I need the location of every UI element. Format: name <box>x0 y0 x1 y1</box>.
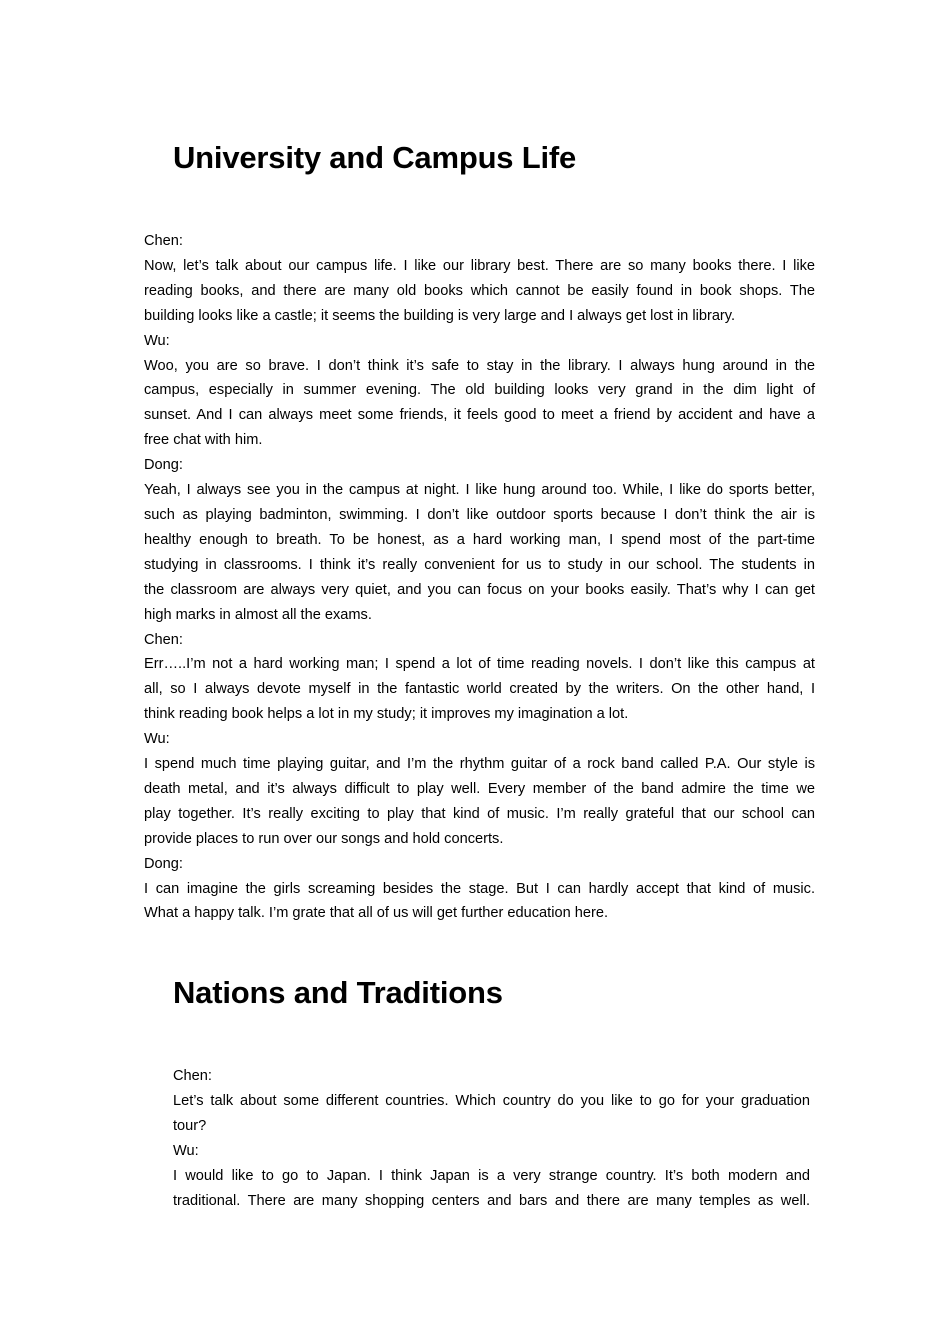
dialogue-line: sunset. And I can always meet some friends, it feels good to meet a friend by accident and have a <box>144 407 815 424</box>
dialogue-line: healthy enough to breath. To be honest, as a hard working man, I spend most of the part-time <box>144 531 815 548</box>
dialogue-campus-life <box>144 229 815 926</box>
dialogue-line: such as playing badminton, swimming. I don’t like outdoor sports because I don’t think the air is <box>144 506 815 523</box>
dialogue-line: tour? <box>173 1117 207 1134</box>
dialogue-line: Let’s talk about some different countries. Which country do you like to go for your graduation <box>173 1092 810 1109</box>
dialogue-line: campus, especially in summer evening. The old building looks very grand in the dim light of <box>144 382 815 399</box>
dialogue-line: Now, let’s talk about our campus life. I like our library best. There are so many books there. I like <box>144 257 815 274</box>
dialogue-line: Err…..I’m not a hard working man; I spend a lot of time reading novels. I don’t like this campus at <box>144 656 815 673</box>
speaker-label: Wu: <box>173 1142 199 1159</box>
dialogue-line: think reading book helps a lot in my study; it improves my imagination a lot. <box>144 706 629 723</box>
dialogue-line: Yeah, I always see you in the campus at night. I like hung around too. While, I like do sports better, <box>144 482 815 499</box>
section-heading-campus-life: University and Campus Life <box>173 140 577 175</box>
dialogue-nations-traditions <box>173 1064 810 1213</box>
dialogue-line: play together. It’s really exciting to play that kind of music. I’m really grateful that our school can <box>144 805 815 822</box>
dialogue-line: the classroom are always very quiet, and you can focus on your books easily. That’s why I can get <box>144 581 815 598</box>
speaker-label: Dong: <box>144 855 183 872</box>
dialogue-line: studying in classrooms. I think it’s really convenient for us to study in our school. The students in <box>144 556 815 573</box>
section-heading-nations-traditions: Nations and Traditions <box>173 975 503 1010</box>
speaker-label: Wu: <box>144 332 170 349</box>
dialogue-line: reading books, and there are many old books which cannot be easily found in book shops. The <box>144 282 815 299</box>
speaker-label: Chen: <box>144 631 183 648</box>
dialogue-line: I can imagine the girls screaming besides the stage. But I can hardly accept that kind of music. <box>144 880 815 897</box>
speaker-label: Dong: <box>144 457 183 474</box>
dialogue-line: I spend much time playing guitar, and I’m the rhythm guitar of a rock band called P.A. Our style is <box>144 756 815 773</box>
dialogue-line: high marks in almost all the exams. <box>144 606 372 623</box>
dialogue-line: free chat with him. <box>144 432 263 449</box>
dialogue-line: traditional. There are many shopping centers and bars and there are many temples as well. <box>173 1192 810 1209</box>
dialogue-line: provide places to run over our songs and hold concerts. <box>144 830 504 847</box>
dialogue-line: I would like to go to Japan. I think Japan is a very strange country. It’s both modern and <box>173 1167 810 1184</box>
speaker-label: Wu: <box>144 731 170 748</box>
dialogue-line: building looks like a castle; it seems the building is very large and I always get lost in library. <box>144 307 736 324</box>
speaker-label: Chen: <box>144 233 183 249</box>
speaker-label: Chen: <box>173 1068 212 1084</box>
dialogue-line: death metal, and it’s always difficult to play well. Every member of the band admire the time we <box>144 780 815 797</box>
dialogue-line: Woo, you are so brave. I don’t think it’s safe to stay in the library. I always hung around in the <box>144 357 815 374</box>
dialogue-line: all, so I always devote myself in the fantastic world created by the writers. On the other hand, I <box>144 681 815 698</box>
dialogue-line: What a happy talk. I’m grate that all of us will get further education here. <box>144 905 608 922</box>
